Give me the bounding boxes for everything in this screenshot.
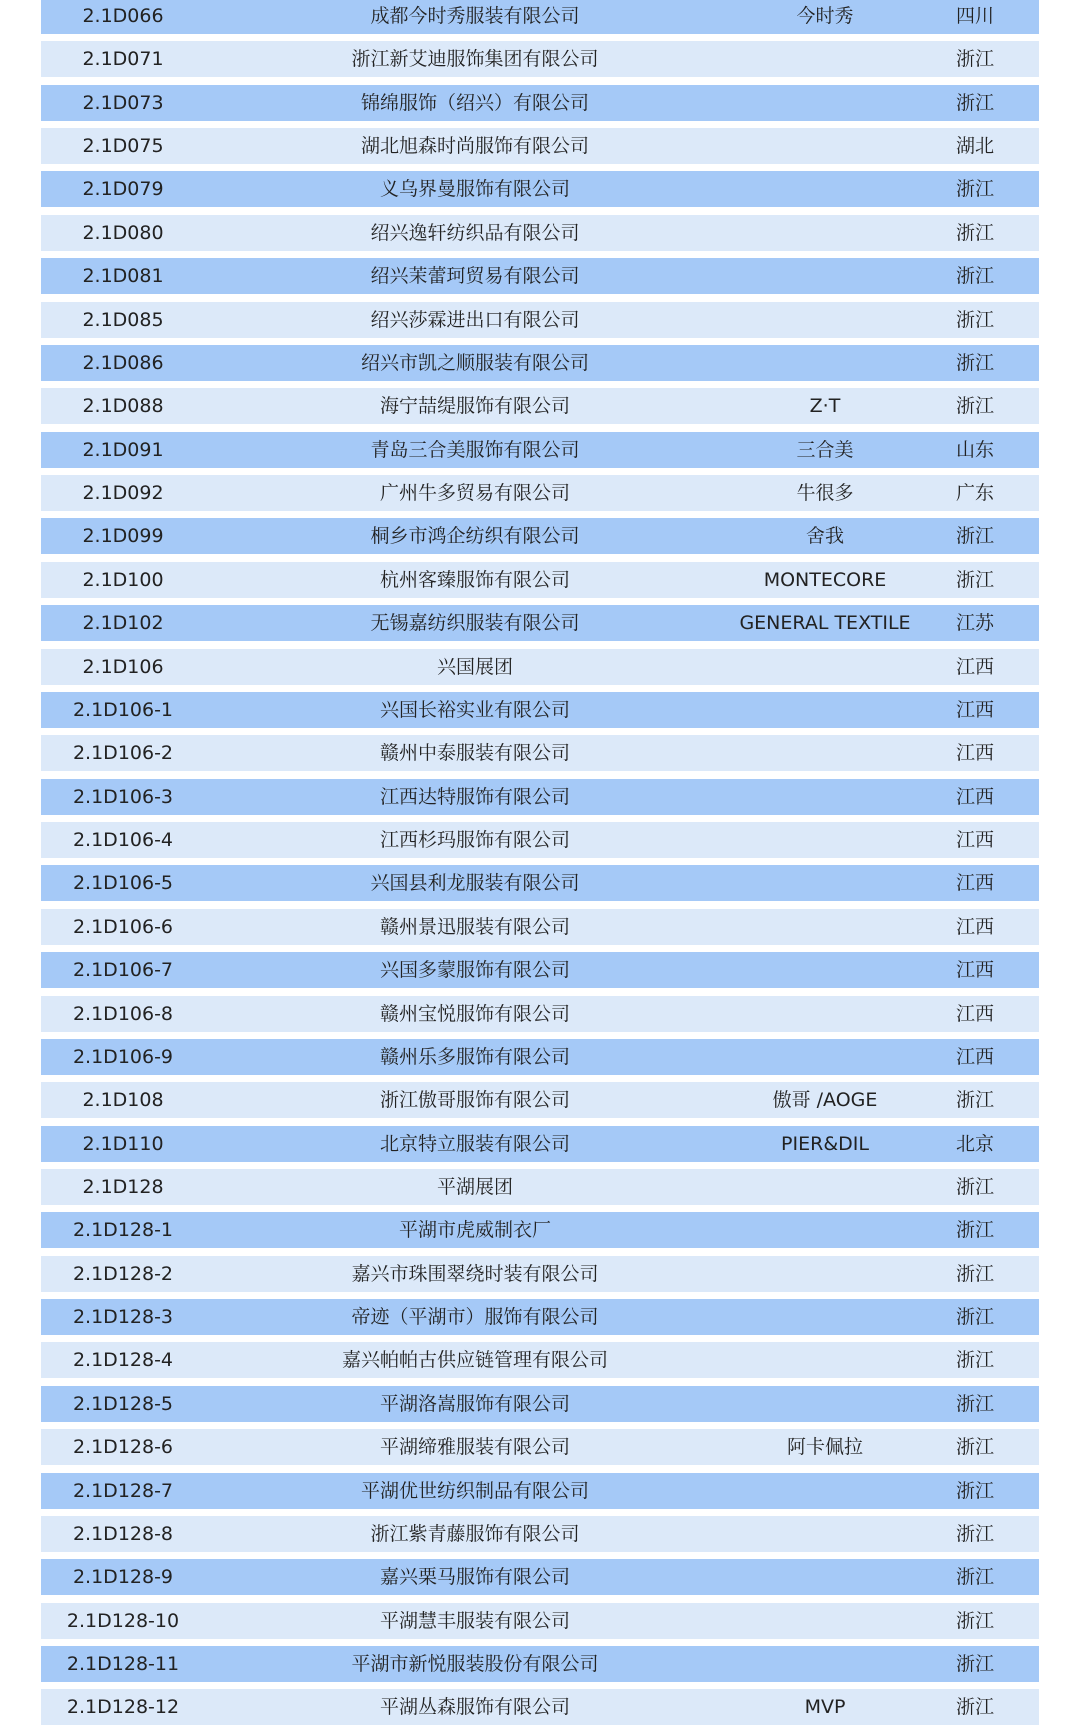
- region-cell: 江西: [955, 1046, 994, 1068]
- brand-cell: 阿卡佩拉: [786, 1436, 863, 1458]
- booth-code-cell: 2.1D110: [82, 1133, 164, 1155]
- table-row: [41, 1689, 1039, 1725]
- table-row: [41, 1386, 1039, 1422]
- booth-code-cell: 2.1D106-3: [72, 786, 174, 808]
- company-name-cell: 绍兴莎霖进出口有限公司: [370, 309, 580, 331]
- table-row: [41, 865, 1039, 901]
- booth-code-cell: 2.1D102: [82, 612, 164, 634]
- region-cell: 浙江: [955, 352, 994, 374]
- region-cell: 浙江: [955, 1696, 994, 1718]
- table-row: [41, 1342, 1039, 1378]
- company-name-cell: 嘉兴市珠围翠绕时装有限公司: [351, 1263, 599, 1285]
- booth-code-cell: 2.1D128-10: [66, 1610, 180, 1632]
- table-row: [41, 345, 1039, 381]
- table-row: [41, 649, 1039, 685]
- booth-code-cell: 2.1D128-9: [72, 1566, 174, 1588]
- table-row: [41, 1559, 1039, 1595]
- company-name-cell: 平湖市虎威制衣厂: [398, 1219, 551, 1241]
- company-name-cell: 绍兴逸轩纺织品有限公司: [370, 222, 580, 244]
- company-name-cell: 平湖缔雅服装有限公司: [379, 1436, 570, 1458]
- table-row: [41, 128, 1039, 164]
- region-cell: 浙江: [955, 1480, 994, 1502]
- table-row: [41, 171, 1039, 207]
- region-cell: 浙江: [955, 525, 994, 547]
- booth-code-cell: 2.1D099: [82, 525, 164, 547]
- region-cell: 江苏: [955, 612, 994, 634]
- company-name-cell: 锦绵服饰（绍兴）有限公司: [360, 92, 589, 114]
- region-cell: 浙江: [955, 1653, 994, 1675]
- booth-code-cell: 2.1D128-3: [72, 1306, 174, 1328]
- table-row: [41, 735, 1039, 771]
- table-row: [41, 85, 1039, 121]
- table-row: [41, 692, 1039, 728]
- region-cell: 浙江: [955, 1566, 994, 1588]
- brand-cell: GENERAL TEXTILE: [739, 612, 911, 634]
- company-name-cell: 绍兴茉蕾珂贸易有限公司: [370, 265, 580, 287]
- company-name-cell: 平湖市新悦服装股份有限公司: [351, 1653, 599, 1675]
- region-cell: 浙江: [955, 1393, 994, 1415]
- company-name-cell: 浙江紫青藤服饰有限公司: [370, 1523, 580, 1545]
- booth-code-cell: 2.1D106-8: [72, 1003, 174, 1025]
- company-name-cell: 绍兴市凯之顺服装有限公司: [360, 352, 589, 374]
- table-row: [41, 996, 1039, 1032]
- table-row: [41, 518, 1039, 554]
- booth-code-cell: 2.1D128-5: [72, 1393, 174, 1415]
- region-cell: 江西: [955, 872, 994, 894]
- region-cell: 江西: [955, 656, 994, 678]
- brand-cell: MVP: [804, 1696, 846, 1718]
- company-name-cell: 兴国县利龙服装有限公司: [370, 872, 580, 894]
- booth-code-cell: 2.1D106-4: [72, 829, 174, 851]
- booth-code-cell: 2.1D128: [82, 1176, 164, 1198]
- table-row: [41, 1126, 1039, 1162]
- region-cell: 江西: [955, 959, 994, 981]
- region-cell: 广东: [955, 482, 994, 504]
- table-row: [41, 1169, 1039, 1205]
- region-cell: 浙江: [955, 1523, 994, 1545]
- booth-code-cell: 2.1D071: [82, 48, 164, 70]
- booth-code-cell: 2.1D106-2: [72, 742, 174, 764]
- booth-code-cell: 2.1D088: [82, 395, 164, 417]
- company-name-cell: 嘉兴栗马服饰有限公司: [379, 1566, 570, 1588]
- brand-cell: MONTECORE: [763, 569, 887, 591]
- company-name-cell: 杭州客臻服饰有限公司: [379, 569, 570, 591]
- company-name-cell: 兴国展团: [436, 656, 513, 678]
- brand-cell: 傲哥 /AOGE: [772, 1089, 878, 1111]
- company-name-cell: 平湖洛嵩服饰有限公司: [379, 1393, 570, 1415]
- company-name-cell: 兴国多蒙服饰有限公司: [379, 959, 570, 981]
- booth-code-cell: 2.1D075: [82, 135, 164, 157]
- booth-code-cell: 2.1D106-1: [72, 699, 174, 721]
- region-cell: 浙江: [955, 1089, 994, 1111]
- region-cell: 浙江: [955, 1176, 994, 1198]
- region-cell: 江西: [955, 1003, 994, 1025]
- company-name-cell: 帝迹（平湖市）服饰有限公司: [351, 1306, 599, 1328]
- table-row: [41, 215, 1039, 251]
- table-row: [41, 822, 1039, 858]
- region-cell: 浙江: [955, 178, 994, 200]
- company-name-cell: 赣州中泰服装有限公司: [379, 742, 570, 764]
- company-name-cell: 湖北旭森时尚服饰有限公司: [360, 135, 589, 157]
- table-row: [41, 302, 1039, 338]
- region-cell: 江西: [955, 829, 994, 851]
- table-row: [41, 1212, 1039, 1248]
- company-name-cell: 无锡嘉纺织服装有限公司: [370, 612, 580, 634]
- brand-cell: 今时秀: [796, 5, 854, 27]
- table-row: [41, 258, 1039, 294]
- region-cell: 浙江: [955, 92, 994, 114]
- table-row: [41, 475, 1039, 511]
- company-name-cell: 平湖慧丰服装有限公司: [379, 1610, 570, 1632]
- booth-code-cell: 2.1D128-7: [72, 1480, 174, 1502]
- booth-code-cell: 2.1D106: [82, 656, 164, 678]
- booth-code-cell: 2.1D085: [82, 309, 164, 331]
- booth-code-cell: 2.1D073: [82, 92, 164, 114]
- region-cell: 湖北: [955, 135, 994, 157]
- table-row: [41, 1299, 1039, 1335]
- region-cell: 浙江: [955, 222, 994, 244]
- table-row: [41, 1646, 1039, 1682]
- booth-code-cell: 2.1D108: [82, 1089, 164, 1111]
- booth-code-cell: 2.1D080: [82, 222, 164, 244]
- region-cell: 浙江: [955, 395, 994, 417]
- booth-code-cell: 2.1D106-5: [72, 872, 174, 894]
- table-row: [41, 605, 1039, 641]
- table-row: [41, 388, 1039, 424]
- booth-code-cell: 2.1D128-11: [66, 1653, 180, 1675]
- region-cell: 浙江: [955, 569, 994, 591]
- table-row: [41, 1039, 1039, 1075]
- company-name-cell: 平湖展团: [436, 1176, 513, 1198]
- booth-code-cell: 2.1D086: [82, 352, 164, 374]
- region-cell: 浙江: [955, 309, 994, 331]
- brand-cell: 舍我: [805, 525, 844, 547]
- company-name-cell: 浙江新艾迪服饰集团有限公司: [351, 48, 599, 70]
- company-name-cell: 海宁喆缇服饰有限公司: [379, 395, 570, 417]
- company-name-cell: 青岛三合美服饰有限公司: [370, 439, 580, 461]
- company-name-cell: 平湖优世纺织制品有限公司: [360, 1480, 589, 1502]
- booth-code-cell: 2.1D128-12: [66, 1696, 180, 1718]
- company-name-cell: 嘉兴帕帕古供应链管理有限公司: [341, 1349, 608, 1371]
- table-row: [41, 909, 1039, 945]
- booth-code-cell: 2.1D100: [82, 569, 164, 591]
- company-name-cell: 兴国长裕实业有限公司: [379, 699, 570, 721]
- company-name-cell: 浙江傲哥服饰有限公司: [379, 1089, 570, 1111]
- region-cell: 江西: [955, 699, 994, 721]
- booth-code-cell: 2.1D128-8: [72, 1523, 174, 1545]
- brand-cell: PIER&DIL: [781, 1133, 869, 1155]
- company-name-cell: 桐乡市鸿企纺织有限公司: [370, 525, 580, 547]
- booth-code-cell: 2.1D106-6: [72, 916, 174, 938]
- region-cell: 北京: [955, 1133, 994, 1155]
- booth-code-cell: 2.1D106-7: [72, 959, 174, 981]
- region-cell: 江西: [955, 916, 994, 938]
- table-row: [41, 0, 1039, 34]
- company-name-cell: 义乌界曼服饰有限公司: [379, 178, 570, 200]
- table-row: [41, 432, 1039, 468]
- booth-code-cell: 2.1D079: [82, 178, 164, 200]
- booth-code-cell: 2.1D091: [82, 439, 164, 461]
- region-cell: 山东: [955, 439, 994, 461]
- region-cell: 浙江: [955, 1349, 994, 1371]
- region-cell: 江西: [955, 742, 994, 764]
- company-name-cell: 北京特立服装有限公司: [379, 1133, 570, 1155]
- company-name-cell: 广州牛多贸易有限公司: [379, 482, 570, 504]
- booth-code-cell: 2.1D128-6: [72, 1436, 174, 1458]
- region-cell: 浙江: [955, 265, 994, 287]
- region-cell: 四川: [955, 5, 994, 27]
- brand-cell: Z·T: [809, 395, 841, 417]
- region-cell: 浙江: [955, 1610, 994, 1632]
- company-name-cell: 赣州乐多服饰有限公司: [379, 1046, 570, 1068]
- table-row: [41, 1082, 1039, 1118]
- region-cell: 浙江: [955, 1306, 994, 1328]
- company-name-cell: 江西杉玛服饰有限公司: [379, 829, 570, 851]
- region-cell: 浙江: [955, 48, 994, 70]
- table-row: [41, 1516, 1039, 1552]
- booth-code-cell: 2.1D106-9: [72, 1046, 174, 1068]
- company-name-cell: 赣州景迅服装有限公司: [379, 916, 570, 938]
- table-row: [41, 952, 1039, 988]
- company-name-cell: 平湖丛森服饰有限公司: [379, 1696, 570, 1718]
- region-cell: 浙江: [955, 1436, 994, 1458]
- booth-code-cell: 2.1D128-4: [72, 1349, 174, 1371]
- booth-code-cell: 2.1D092: [82, 482, 164, 504]
- company-name-cell: 赣州宝悦服饰有限公司: [379, 1003, 570, 1025]
- region-cell: 江西: [955, 786, 994, 808]
- table-row: [41, 1473, 1039, 1509]
- booth-code-cell: 2.1D128-2: [72, 1263, 174, 1285]
- table-row: [41, 779, 1039, 815]
- company-name-cell: 江西达特服饰有限公司: [379, 786, 570, 808]
- booth-code-cell: 2.1D066: [82, 5, 164, 27]
- booth-code-cell: 2.1D081: [82, 265, 164, 287]
- booth-code-cell: 2.1D128-1: [72, 1219, 174, 1241]
- region-cell: 浙江: [955, 1263, 994, 1285]
- region-cell: 浙江: [955, 1219, 994, 1241]
- table-row: [41, 562, 1039, 598]
- table-row: [41, 1429, 1039, 1465]
- table-row: [41, 1256, 1039, 1292]
- brand-cell: 三合美: [796, 439, 854, 461]
- table-row: [41, 1603, 1039, 1639]
- company-name-cell: 成都今时秀服装有限公司: [370, 5, 580, 27]
- brand-cell: 牛很多: [796, 482, 854, 504]
- table-row: [41, 41, 1039, 77]
